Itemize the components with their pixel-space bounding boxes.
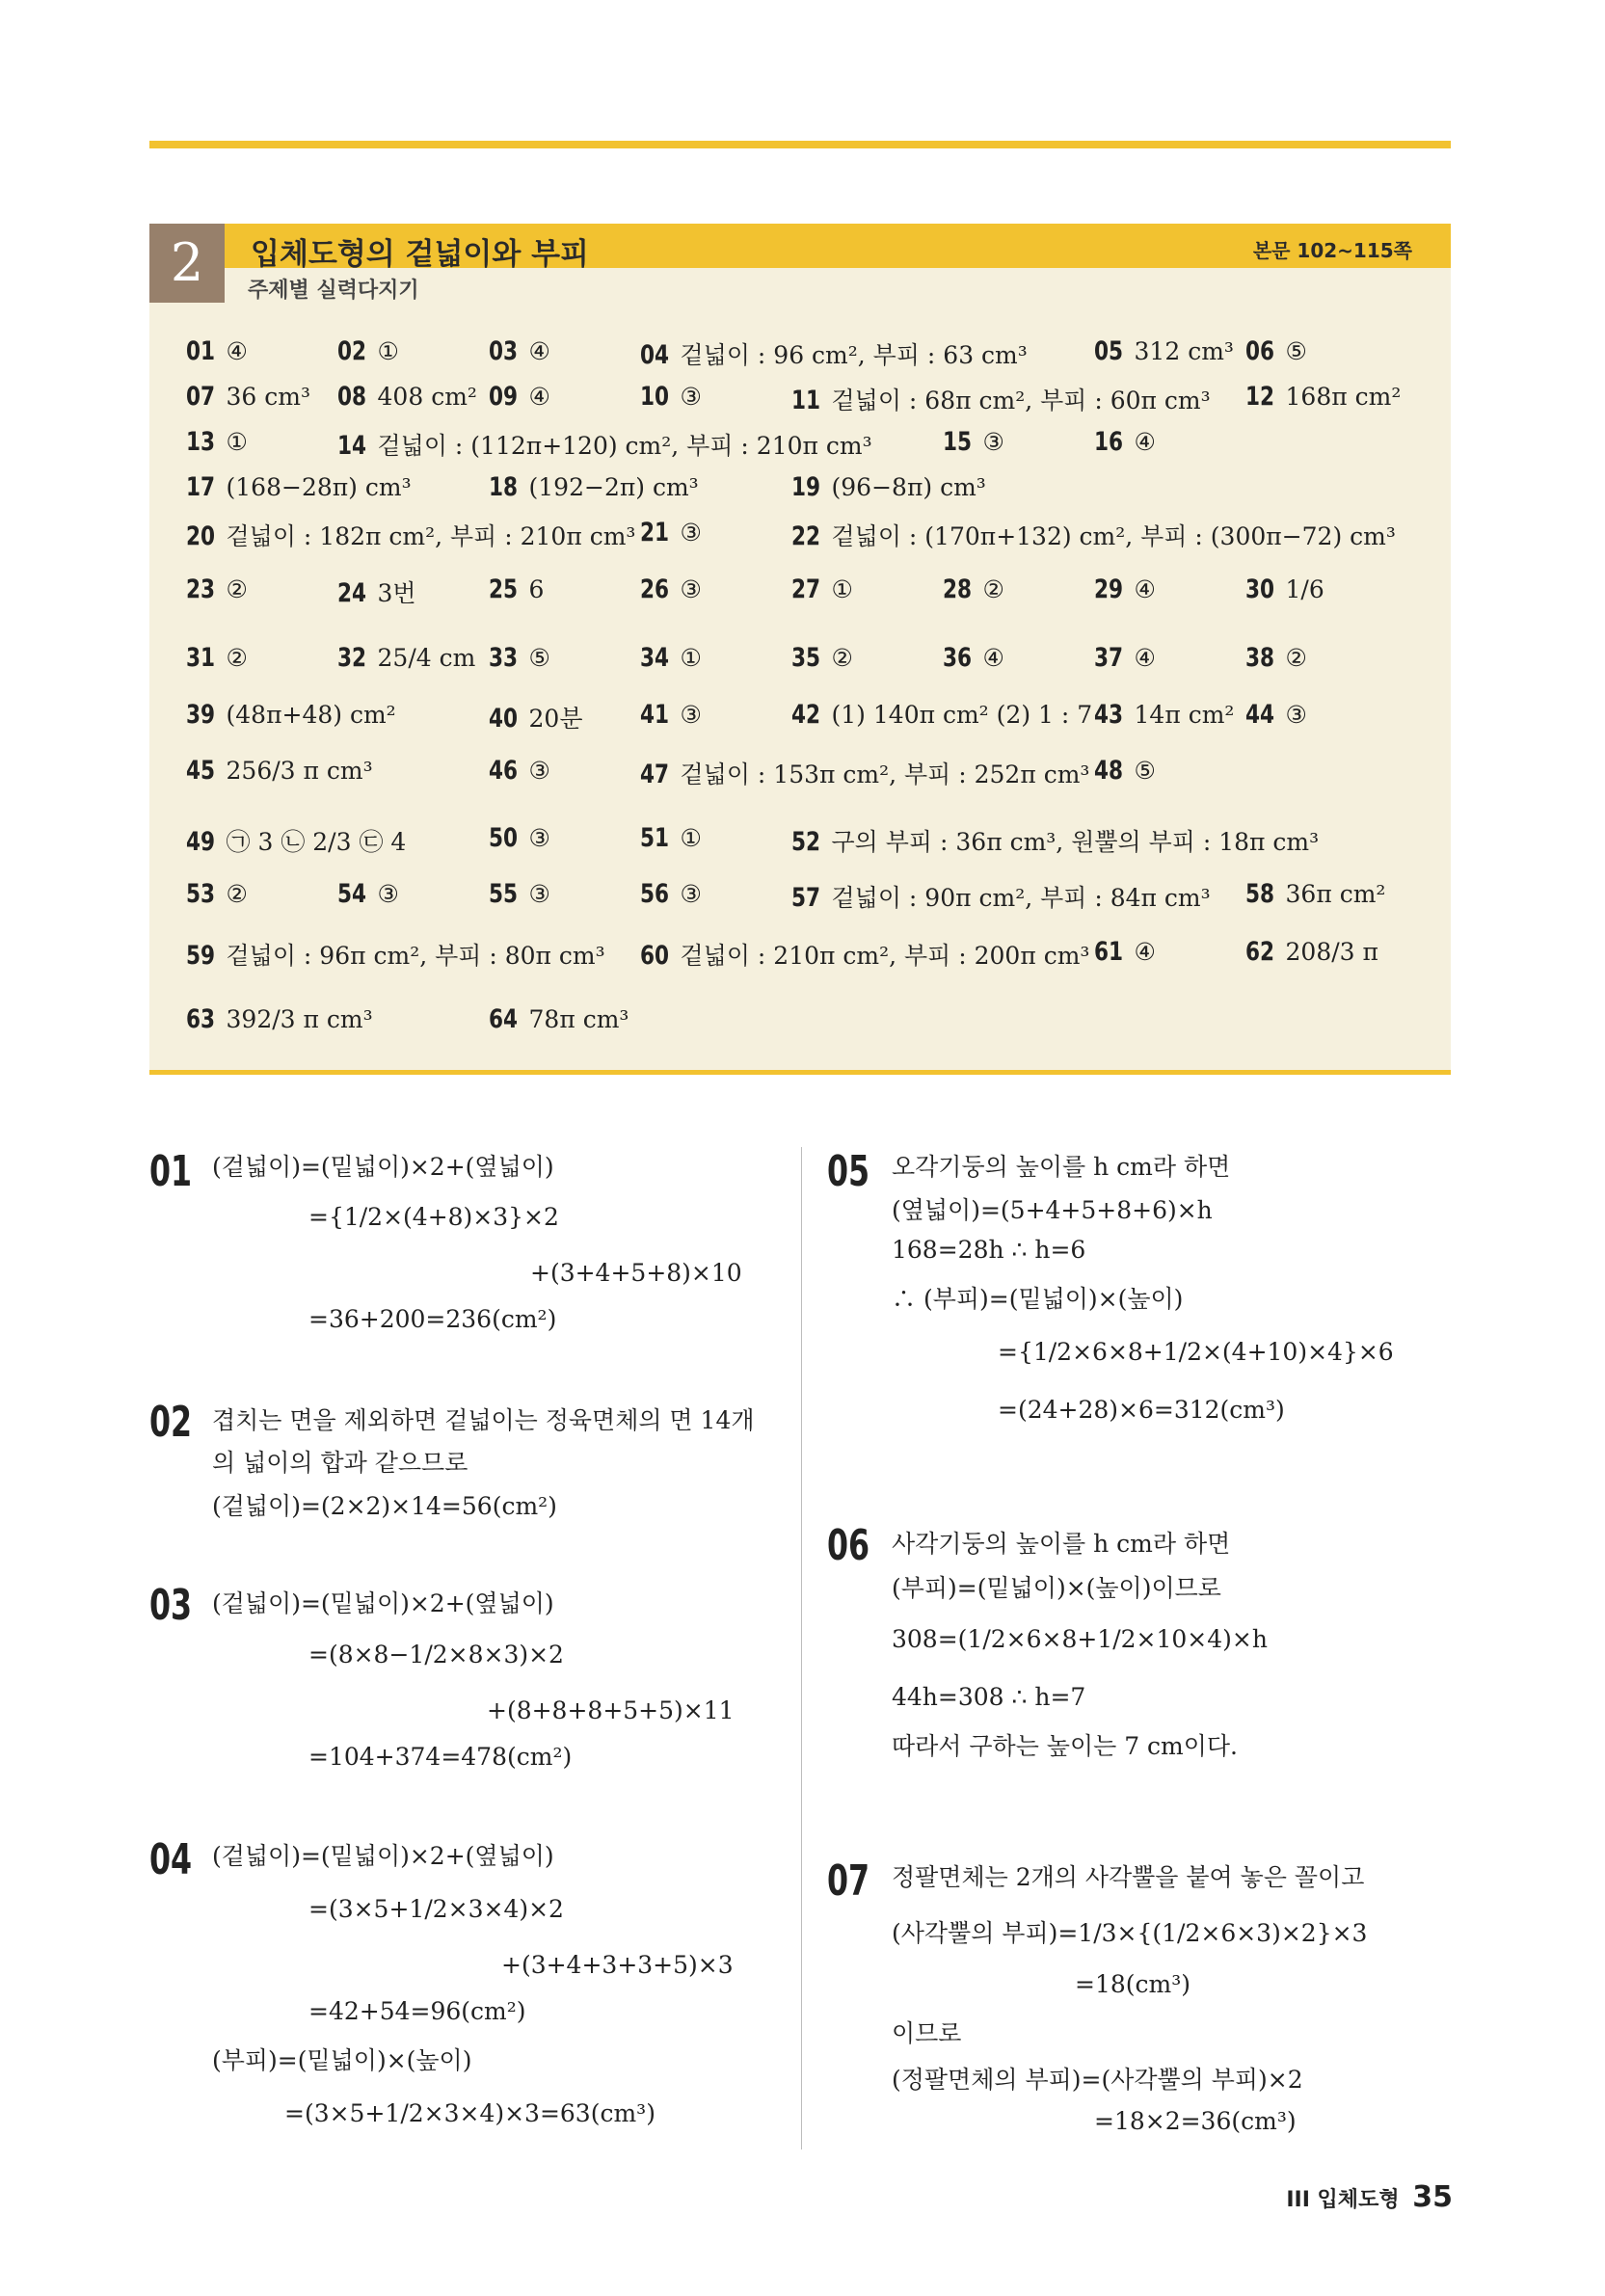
answer-text: 208/3 π xyxy=(1277,938,1378,966)
section-title: 입체도형의 겉넓이와 부피 xyxy=(251,237,589,272)
solution-02-line: (겉넓이)=(2×2)×14=56(cm²) xyxy=(212,1492,557,1520)
answer-text: ③ xyxy=(672,519,702,547)
answer-number: 60 xyxy=(640,941,670,971)
answer-50 xyxy=(489,823,550,853)
answer-23 xyxy=(186,574,248,604)
solution-05-line: ∴ (부피)=(밑넓이)×(높이) xyxy=(892,1285,1184,1313)
panel-bottom-rule xyxy=(149,1070,1451,1075)
answer-62 xyxy=(1245,937,1378,967)
answer-text: ⑤ xyxy=(521,644,550,672)
answer-13 xyxy=(186,427,248,457)
answer-41 xyxy=(640,700,702,730)
answer-text: ③ xyxy=(521,880,550,908)
solution-number-07: 07 xyxy=(827,1856,870,1906)
answer-text: ① xyxy=(672,824,702,852)
answer-number: 04 xyxy=(640,340,670,370)
answer-number: 24 xyxy=(337,578,367,608)
answer-12 xyxy=(1245,382,1401,412)
answer-text: 168π cm² xyxy=(1277,383,1402,411)
answer-19 xyxy=(791,472,986,502)
answer-30 xyxy=(1245,574,1324,604)
footer-chapter: III 입체도형 xyxy=(1286,2188,1400,2212)
answer-number: 26 xyxy=(640,574,670,604)
answer-number: 40 xyxy=(489,704,519,734)
answer-text: ③ xyxy=(672,383,702,411)
answer-40 xyxy=(489,700,583,734)
answer-number: 08 xyxy=(337,382,367,412)
answer-64 xyxy=(489,1004,629,1034)
answer-text: ⑤ xyxy=(1277,337,1307,365)
answer-number: 51 xyxy=(640,823,670,853)
solution-02-line: 의 넓이의 합과 같으므로 xyxy=(212,1449,468,1477)
answer-number: 18 xyxy=(489,472,519,502)
answer-number: 37 xyxy=(1094,643,1124,673)
solution-01-line: ={1/2×(4+8)×3}×2 xyxy=(308,1203,559,1231)
answer-text: (168−28π) cm³ xyxy=(218,473,412,501)
solution-04-line: =(3×5+1/2×3×4)×3=63(cm³) xyxy=(284,2099,655,2127)
answer-number: 19 xyxy=(791,472,821,502)
answer-number: 50 xyxy=(489,823,519,853)
solution-06-line: 44h=308 ∴ h=7 xyxy=(892,1683,1086,1711)
answer-37 xyxy=(1094,643,1156,673)
answer-27 xyxy=(791,574,853,604)
answer-05 xyxy=(1094,336,1234,366)
answer-text: ③ xyxy=(672,575,702,603)
solution-04-line: (부피)=(밑넓이)×(높이) xyxy=(212,2046,472,2074)
answer-04 xyxy=(640,336,1028,371)
answer-text: ④ xyxy=(218,337,248,365)
solution-07-line: =18(cm³) xyxy=(1075,1970,1190,1998)
answer-38 xyxy=(1245,643,1307,673)
answer-text: 36 cm³ xyxy=(218,383,311,411)
answer-number: 41 xyxy=(640,700,670,730)
answer-08 xyxy=(337,382,477,412)
answer-24 xyxy=(337,574,416,609)
solution-number-01: 01 xyxy=(149,1147,193,1196)
answer-number: 12 xyxy=(1245,382,1275,412)
answer-10 xyxy=(640,382,702,412)
answer-16 xyxy=(1094,427,1156,457)
answer-number: 27 xyxy=(791,574,821,604)
answer-text: ④ xyxy=(1126,938,1156,966)
answer-text: 6 xyxy=(521,575,545,603)
answer-43 xyxy=(1094,700,1234,730)
answer-45 xyxy=(186,756,373,786)
answer-36 xyxy=(943,643,1004,673)
answer-06 xyxy=(1245,336,1307,366)
page-number: 35 xyxy=(1412,2180,1453,2214)
answer-text: ② xyxy=(218,575,248,603)
answer-text: 겉넓이 : 153π cm², 부피 : 252π cm³ xyxy=(672,761,1090,788)
answer-number: 33 xyxy=(489,643,519,673)
solution-06-line: 따라서 구하는 높이는 7 cm이다. xyxy=(892,1732,1238,1760)
section-pages: 본문 102~115쪽 xyxy=(1252,239,1412,262)
answer-number: 47 xyxy=(640,760,670,789)
answer-18 xyxy=(489,472,699,502)
answer-text: ④ xyxy=(1126,428,1156,456)
answer-number: 13 xyxy=(186,427,216,457)
answer-number: 16 xyxy=(1094,427,1124,457)
answer-09 xyxy=(489,382,550,412)
answer-number: 14 xyxy=(337,431,367,461)
answer-number: 56 xyxy=(640,879,670,909)
solution-04-line: (겉넓이)=(밑넓이)×2+(옆넓이) xyxy=(212,1842,554,1870)
answer-11 xyxy=(791,382,1211,416)
answer-text: 겉넓이 : 96 cm², 부피 : 63 cm³ xyxy=(672,341,1028,369)
answer-text: 3번 xyxy=(369,579,416,607)
answer-number: 44 xyxy=(1245,700,1275,730)
answer-number: 39 xyxy=(186,700,216,730)
answer-57 xyxy=(791,879,1211,914)
answer-44 xyxy=(1245,700,1307,730)
answer-51 xyxy=(640,823,702,853)
answer-48 xyxy=(1094,756,1156,786)
solution-03-line: (겉넓이)=(밑넓이)×2+(옆넓이) xyxy=(212,1589,554,1617)
solution-07-line: 정팔면체는 2개의 사각뿔을 붙여 놓은 꼴이고 xyxy=(892,1863,1365,1891)
solution-06-line: (부피)=(밑넓이)×(높이)이므로 xyxy=(892,1574,1221,1602)
answer-text: 408 cm² xyxy=(369,383,477,411)
answer-text: ② xyxy=(218,644,248,672)
section-header xyxy=(149,224,1451,303)
answer-text: ④ xyxy=(521,383,550,411)
column-divider xyxy=(801,1147,802,2149)
answer-number: 59 xyxy=(186,941,216,971)
answer-text: ⑤ xyxy=(1126,757,1156,785)
answer-56 xyxy=(640,879,702,909)
answer-34 xyxy=(640,643,702,673)
answer-text: ③ xyxy=(672,880,702,908)
answer-number: 03 xyxy=(489,336,519,366)
answer-number: 07 xyxy=(186,382,216,412)
answer-20 xyxy=(186,518,635,552)
solution-05-line: 168=28h ∴ h=6 xyxy=(892,1236,1086,1264)
answer-text: 36π cm² xyxy=(1277,880,1386,908)
answer-text: ㉠ 3 ㉡ 2/3 ㉢ 4 xyxy=(218,828,407,856)
answer-52 xyxy=(791,823,1319,858)
answer-26 xyxy=(640,574,702,604)
answer-text: ① xyxy=(218,428,248,456)
answer-31 xyxy=(186,643,248,673)
answer-number: 32 xyxy=(337,643,367,673)
top-rule xyxy=(149,141,1451,148)
answer-text: ② xyxy=(823,644,853,672)
page-footer xyxy=(1286,2180,1453,2214)
solution-06-line: 사각기둥의 높이를 h cm라 하면 xyxy=(892,1530,1231,1558)
answer-number: 53 xyxy=(186,879,216,909)
answer-text: ① xyxy=(823,575,853,603)
answer-text: ③ xyxy=(521,824,550,852)
answer-22 xyxy=(791,518,1396,552)
answer-text: 312 cm³ xyxy=(1126,337,1234,365)
solution-07-line: (정팔면체의 부피)=(사각뿔의 부피)×2 xyxy=(892,2066,1303,2094)
answer-number: 15 xyxy=(943,427,973,457)
answer-47 xyxy=(640,756,1089,790)
answer-58 xyxy=(1245,879,1385,909)
section-subtitle: 주제별 실력다지기 xyxy=(248,279,419,303)
answer-60 xyxy=(640,937,1089,972)
solution-03-line: +(8+8+8+5+5)×11 xyxy=(487,1696,735,1724)
answer-number: 30 xyxy=(1245,574,1275,604)
solution-05-line: (옆넓이)=(5+4+5+8+6)×h xyxy=(892,1196,1213,1224)
answer-text: 겉넓이 : (170π+132) cm², 부피 : (300π−72) cm³ xyxy=(823,522,1396,550)
solution-01-line: +(3+4+5+8)×10 xyxy=(530,1259,742,1287)
answer-text: ③ xyxy=(521,757,550,785)
answer-text: ④ xyxy=(521,337,550,365)
answer-39 xyxy=(186,700,396,730)
answer-number: 46 xyxy=(489,756,519,786)
answer-number: 63 xyxy=(186,1004,216,1034)
answer-text: ④ xyxy=(1126,644,1156,672)
answer-49 xyxy=(186,823,406,858)
answer-text: 겉넓이 : (112π+120) cm², 부피 : 210π cm³ xyxy=(369,432,872,460)
answer-text: 겉넓이 : 90π cm², 부피 : 84π cm³ xyxy=(823,884,1211,912)
answer-46 xyxy=(489,756,550,786)
answer-number: 61 xyxy=(1094,937,1124,967)
answer-54 xyxy=(337,879,399,909)
answer-53 xyxy=(186,879,248,909)
answer-number: 34 xyxy=(640,643,670,673)
answer-text: 256/3 π cm³ xyxy=(218,757,373,785)
answer-number: 11 xyxy=(791,386,821,415)
answer-number: 06 xyxy=(1245,336,1275,366)
answer-02 xyxy=(337,336,399,366)
solution-04-line: =(3×5+1/2×3×4)×2 xyxy=(308,1895,564,1923)
answer-number: 29 xyxy=(1094,574,1124,604)
answer-number: 23 xyxy=(186,574,216,604)
answer-63 xyxy=(186,1004,373,1034)
answer-number: 42 xyxy=(791,700,821,730)
answer-number: 09 xyxy=(489,382,519,412)
answer-55 xyxy=(489,879,550,909)
answer-32 xyxy=(337,643,475,673)
answer-number: 17 xyxy=(186,472,216,502)
answer-number: 55 xyxy=(489,879,519,909)
answer-text: 14π cm² xyxy=(1126,701,1235,729)
answer-text: ④ xyxy=(975,644,1004,672)
answer-number: 62 xyxy=(1245,937,1275,967)
solution-number-03: 03 xyxy=(149,1581,193,1630)
answer-text: 겉넓이 : 96π cm², 부피 : 80π cm³ xyxy=(218,942,605,970)
answer-text: 1/6 xyxy=(1277,575,1324,603)
answer-text: 20분 xyxy=(521,705,583,733)
answer-text: 겉넓이 : 68π cm², 부피 : 60π cm³ xyxy=(823,387,1211,414)
answer-text: (192−2π) cm³ xyxy=(521,473,699,501)
answer-number: 52 xyxy=(791,827,821,857)
answer-61 xyxy=(1094,937,1156,967)
answer-text: 겉넓이 : 210π cm², 부피 : 200π cm³ xyxy=(672,942,1090,970)
answer-number: 31 xyxy=(186,643,216,673)
solution-01-line: =36+200=236(cm²) xyxy=(308,1305,557,1333)
answer-07 xyxy=(186,382,310,412)
answer-text: (96−8π) cm³ xyxy=(823,473,986,501)
answer-number: 20 xyxy=(186,521,216,551)
answer-number: 38 xyxy=(1245,643,1275,673)
solution-05-line: 오각기둥의 높이를 h cm라 하면 xyxy=(892,1153,1231,1181)
answer-text: 구의 부피 : 36π cm³, 원뿔의 부피 : 18π cm³ xyxy=(823,828,1320,856)
solution-07-line: 이므로 xyxy=(892,2019,962,2047)
answer-number: 02 xyxy=(337,336,367,366)
answer-number: 58 xyxy=(1245,879,1275,909)
answer-number: 48 xyxy=(1094,756,1124,786)
answer-text: ③ xyxy=(369,880,399,908)
answer-number: 49 xyxy=(186,827,216,857)
answer-59 xyxy=(186,937,605,972)
answer-25 xyxy=(489,574,544,604)
answer-number: 57 xyxy=(791,883,821,913)
answer-number: 35 xyxy=(791,643,821,673)
answer-text: (1) 140π cm² (2) 1 : 7 xyxy=(823,701,1093,729)
solution-03-line: =104+374=478(cm²) xyxy=(308,1743,573,1771)
answer-35 xyxy=(791,643,853,673)
answer-number: 21 xyxy=(640,518,670,547)
answer-text: ② xyxy=(1277,644,1307,672)
solution-05-line: =(24+28)×6=312(cm³) xyxy=(998,1396,1285,1424)
solution-number-05: 05 xyxy=(827,1147,870,1196)
answer-number: 28 xyxy=(943,574,973,604)
solution-number-02: 02 xyxy=(149,1398,193,1447)
answer-number: 45 xyxy=(186,756,216,786)
answer-15 xyxy=(943,427,1004,457)
answer-29 xyxy=(1094,574,1156,604)
answer-text: 78π cm³ xyxy=(521,1005,629,1033)
answer-text: 25/4 cm xyxy=(369,644,476,672)
answer-text: ① xyxy=(369,337,399,365)
answer-number: 64 xyxy=(489,1004,519,1034)
answer-text: ② xyxy=(975,575,1004,603)
answer-text: ③ xyxy=(672,701,702,729)
solution-04-line: =42+54=96(cm²) xyxy=(308,1997,526,2025)
solution-01-line: (겉넓이)=(밑넓이)×2+(옆넓이) xyxy=(212,1153,554,1181)
solution-05-line: ={1/2×6×8+1/2×(4+10)×4}×6 xyxy=(998,1338,1394,1366)
answer-number: 25 xyxy=(489,574,519,604)
answer-number: 01 xyxy=(186,336,216,366)
answer-number: 10 xyxy=(640,382,670,412)
answer-text: ③ xyxy=(975,428,1004,456)
solution-06-line: 308=(1/2×6×8+1/2×10×4)×h xyxy=(892,1625,1268,1653)
answer-text: ③ xyxy=(1277,701,1307,729)
answer-28 xyxy=(943,574,1004,604)
answer-42 xyxy=(791,700,1092,730)
answer-17 xyxy=(186,472,412,502)
answer-text: ② xyxy=(218,880,248,908)
answer-14 xyxy=(337,427,872,462)
solution-04-line: +(3+4+3+3+5)×3 xyxy=(501,1951,734,1979)
answer-text: (48π+48) cm² xyxy=(218,701,396,729)
answer-03 xyxy=(489,336,550,366)
answer-number: 36 xyxy=(943,643,973,673)
answer-text: ④ xyxy=(1126,575,1156,603)
solution-07-line: (사각뿔의 부피)=1/3×{(1/2×6×3)×2}×3 xyxy=(892,1919,1368,1947)
answer-number: 05 xyxy=(1094,336,1124,366)
solution-number-06: 06 xyxy=(827,1521,870,1570)
solution-number-04: 04 xyxy=(149,1835,193,1884)
answer-number: 54 xyxy=(337,879,367,909)
answer-01 xyxy=(186,336,248,366)
answer-21 xyxy=(640,518,702,547)
answer-number: 43 xyxy=(1094,700,1124,730)
answer-text: ① xyxy=(672,644,702,672)
solution-03-line: =(8×8−1/2×8×3)×2 xyxy=(308,1641,564,1669)
solution-02-line: 겹치는 면을 제외하면 겉넓이는 정육면체의 면 14개 xyxy=(212,1406,755,1434)
section-number: 2 xyxy=(149,224,225,303)
solution-07-line: =18×2=36(cm³) xyxy=(1094,2107,1297,2135)
answer-number: 22 xyxy=(791,521,821,551)
answer-text: 392/3 π cm³ xyxy=(218,1005,373,1033)
answer-text: 겉넓이 : 182π cm², 부피 : 210π cm³ xyxy=(218,522,636,550)
answer-33 xyxy=(489,643,550,673)
